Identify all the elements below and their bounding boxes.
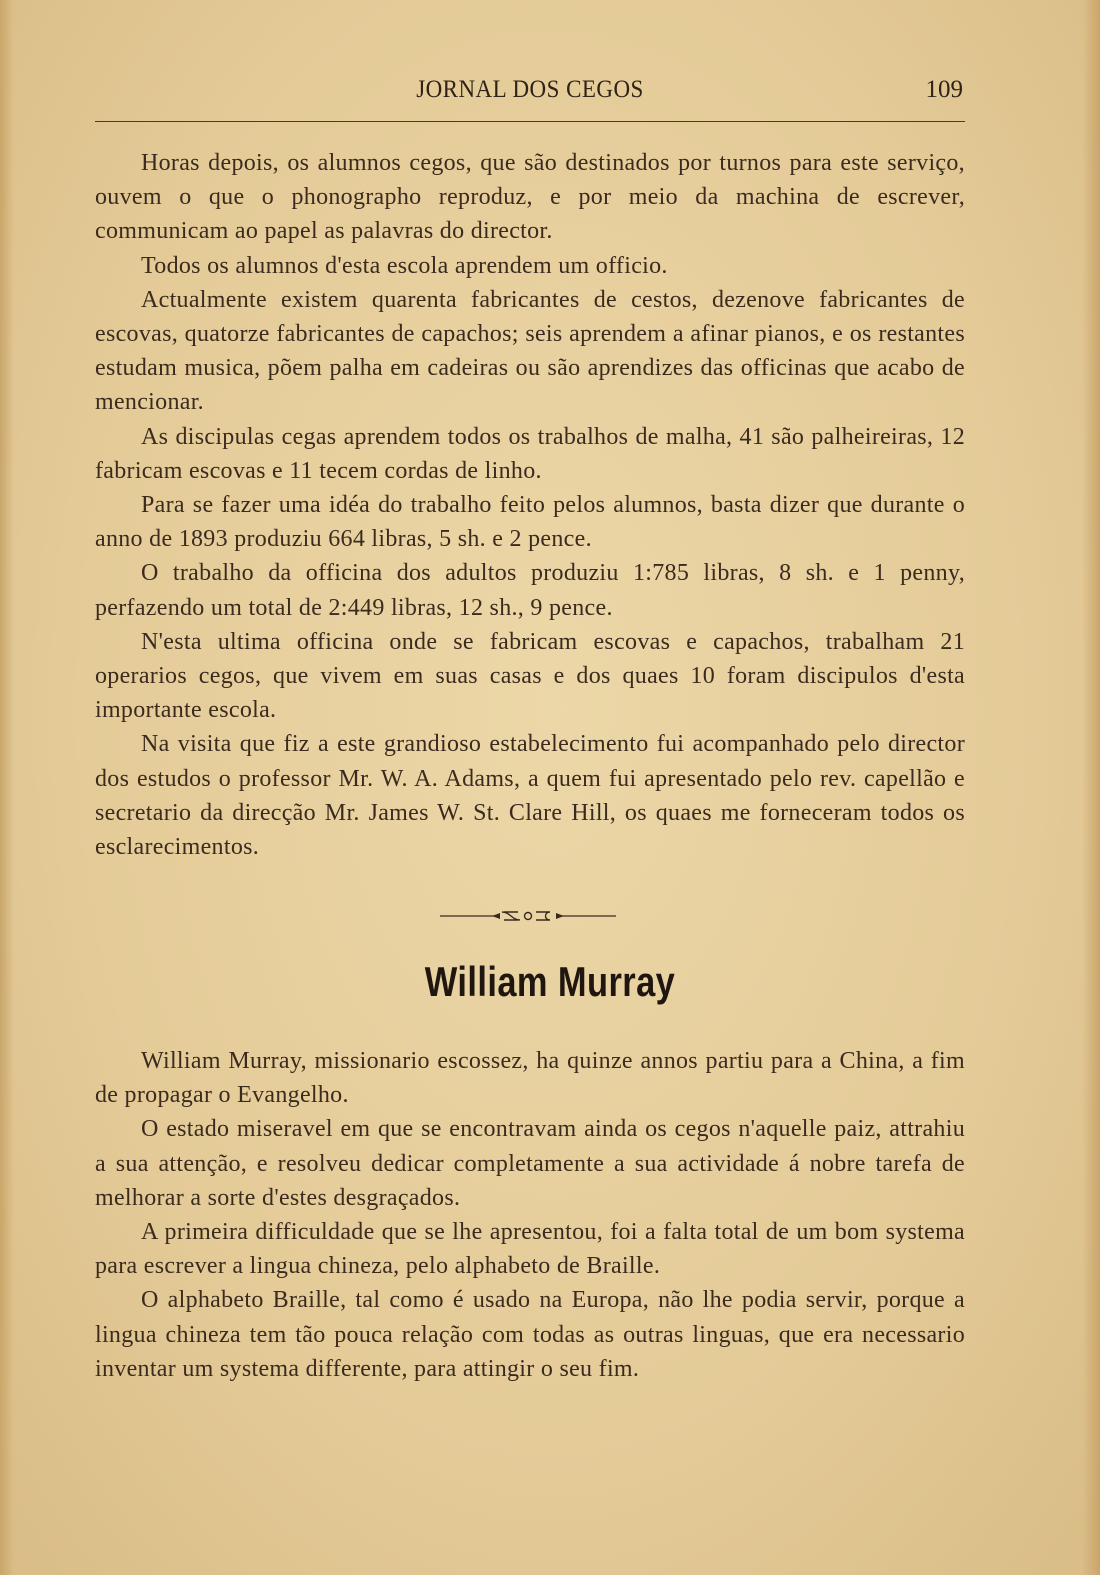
paragraph: Todos os alumnos d'esta escola aprendem um officio. — [141, 252, 668, 279]
running-header — [95, 76, 965, 110]
paragraph: Horas depois, os alumnos cegos, que são destinados por turnos para este serviço, ouvem o que o phonographo reproduz, e por meio da machina de escrever, communicam ao papel as palavras do director. — [95, 150, 965, 245]
section-divider-ornament — [440, 908, 616, 924]
page-edge-right — [1082, 0, 1100, 1575]
section-text — [95, 146, 965, 864]
article-text — [95, 1044, 965, 1386]
paragraph: O estado miseravel em que se encontravam ainda os cegos n'aquelle paiz, attrahiu a sua attenção, e resolveu dedicar completamente a sua actividade á nobre tarefa de melhorar a sorte d'estes desgraçados. — [95, 1116, 965, 1211]
paragraph: O trabalho da officina dos adultos produziu 1:785 libras, 8 sh. e 1 penny, perfazendo um total de 2:449 libras, 12 sh., 9 pence. — [95, 560, 965, 621]
page-edge-left — [0, 0, 14, 1575]
paragraph: A primeira difficuldade que se lhe apresentou, foi a falta total de um bom systema para escrever a lingua chineza, pelo alphabeto de Braille. — [95, 1219, 965, 1280]
paragraph: William Murray, missionario escossez, ha quinze annos partiu para a China, a fim de propagar o Evangelho. — [95, 1048, 965, 1109]
header-rule — [95, 121, 965, 122]
article-title: William Murray — [424, 958, 676, 1005]
page-number: 109 — [925, 76, 963, 103]
paragraph: Na visita que fiz a este grandioso estabelecimento fui acompanhado pelo director dos estudos o professor Mr. W. A. Adams, a quem fui apresentado pelo rev. capellão e secretario da direcção Mr. James W. St. Clare Hill, os quaes me forneceram todos os esclarecimentos. — [95, 731, 965, 861]
running-title: JORNAL DOS CEGOS — [416, 76, 644, 103]
paragraph: N'esta ultima officina onde se fabricam escovas e capachos, trabalham 21 operarios cegos, que vivem em suas casas e dos quaes 10 foram discipulos d'esta importante escola. — [95, 628, 965, 724]
paragraph: As discipulas cegas aprendem todos os trabalhos de malha, 41 são palheireiras, 12 fabricam escovas e 11 tecem cordas de linho. — [95, 423, 965, 484]
paragraph: Actualmente existem quarenta fabricantes de cestos, dezenove fabricantes de escovas, quatorze fabricantes de capachos; seis aprendem a afinar pianos, e os restantes estudam musica, põem palha em cadeiras ou são aprendizes das officinas que acabo de mencionar. — [95, 286, 965, 416]
paragraph: O alphabeto Braille, tal como é usado na Europa, não lhe podia servir, porque a lingua chineza tem tão pouca relação com todas as outras linguas, que era necessario inventar um systema differente, para attingir o seu fim. — [95, 1287, 965, 1382]
paragraph: Para se fazer uma idéa do trabalho feito pelos alumnos, basta dizer que durante o anno de 1893 produziu 664 libras, 5 sh. e 2 pence. — [95, 492, 965, 553]
